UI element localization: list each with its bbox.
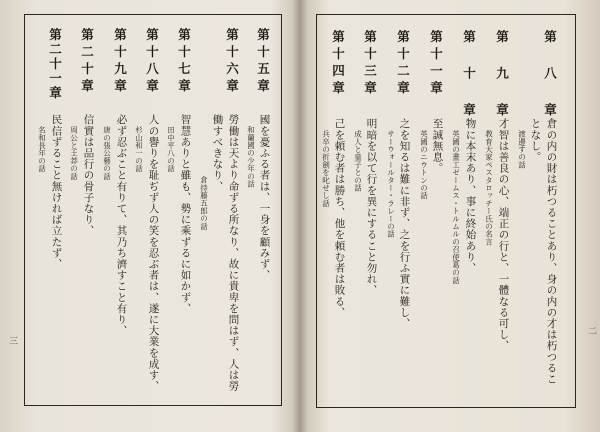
chapter-story: 兵卒の折劍を叱せし話 bbox=[321, 130, 331, 207]
chapter-heading: 第十九章 bbox=[112, 28, 128, 96]
chapter-text: 己を頼む者は勝ち、他を頼む者は敗る、 bbox=[333, 118, 346, 318]
chapter-text: 之を知るは難に非ず、之を行ふ實に難し、 bbox=[398, 118, 411, 329]
chapter-story: 和蘭國の少年の話 bbox=[246, 126, 256, 188]
chapter-heading: 第十五章 bbox=[255, 28, 271, 96]
chapter-text: 人の譽りを耻ぢず人の笑を忍ぶ者は、遂に大業を成す、 bbox=[147, 114, 160, 392]
right-page-frame bbox=[316, 14, 576, 408]
chapter-heading: 第十六章 bbox=[224, 28, 240, 96]
chapter-story: 田中平八の話 bbox=[166, 126, 176, 173]
chapter-text: 明暗を以て行を異にすること勿れ、 bbox=[365, 118, 378, 296]
chapter-text: 民信ずること無ければ立たず、 bbox=[50, 114, 63, 270]
chapter-heading: 第十四章 bbox=[330, 30, 346, 98]
chapter-text: 信實は品行の骨子なり、 bbox=[82, 114, 95, 237]
left-page-number: 三 bbox=[7, 336, 17, 345]
chapter-text: 智慧ありと雖も、勢に乘ずるに如かず、 bbox=[179, 114, 192, 314]
chapter-heading: 第十七章 bbox=[176, 28, 192, 96]
chapter-story: 成人と童子との話 bbox=[353, 130, 363, 192]
right-page-number: 二 bbox=[586, 326, 596, 335]
chapter-story: 唐の張公藝の話 bbox=[102, 126, 112, 180]
chapter-heading: 第十三章 bbox=[362, 30, 378, 98]
chapter-story: 英國の畫工ゼームス・トルムルの召使葛の話 bbox=[451, 130, 461, 284]
chapter-text: 物に本末あり、事に終始あり、 bbox=[464, 118, 477, 274]
chapter-text: 才智は善良の心、端正の行と、一體なる可し、 bbox=[497, 118, 510, 352]
chapter-text: 至誠無息。 bbox=[431, 118, 444, 174]
chapter-story: 倉持藤五郎の話 bbox=[199, 176, 209, 230]
chapter-text: 勞働は天より命ずる所なり、故に貴卑を問はず、人は勞 bbox=[227, 114, 240, 392]
chapter-story: サーウォールター・ラレーの話 bbox=[386, 130, 396, 238]
chapter-heading: 第二十一章 bbox=[47, 28, 63, 101]
chapter-story: 杉山和一の話 bbox=[134, 126, 144, 173]
chapter-text: 倉の内の財は朽つることあり、身の内の才は朽つるこ bbox=[545, 118, 558, 385]
book-gutter bbox=[292, 0, 308, 432]
chapter-story: 名和長年の話 bbox=[37, 126, 47, 173]
chapter-heading: 第 十 章 bbox=[461, 30, 477, 120]
chapter-heading: 第十二章 bbox=[395, 30, 411, 98]
chapter-text: となし。 bbox=[529, 118, 542, 163]
chapter-text: 必ず忍ぶこと有りて、其乃ち濟すこと有り、 bbox=[115, 114, 128, 336]
chapter-story: 教育大家ペスタロッチー氏の名言 bbox=[484, 130, 494, 246]
chapter-story: 英國のニウトンの話 bbox=[419, 130, 429, 200]
chapter-text: 働すべきなり、 bbox=[211, 114, 224, 192]
chapter-heading: 第十八章 bbox=[144, 28, 160, 96]
chapter-heading: 第二十章 bbox=[79, 28, 95, 96]
chapter-story: 渡邊すの話 bbox=[517, 130, 527, 169]
chapter-heading: 第十一章 bbox=[428, 30, 444, 98]
chapter-heading: 第 八 章 bbox=[542, 30, 558, 120]
chapter-story: 周公と王莽の話 bbox=[69, 126, 79, 180]
chapter-heading: 第 九 章 bbox=[494, 30, 510, 120]
chapter-text: 國を憂ふる者は、一身を顧みず、 bbox=[258, 114, 271, 281]
